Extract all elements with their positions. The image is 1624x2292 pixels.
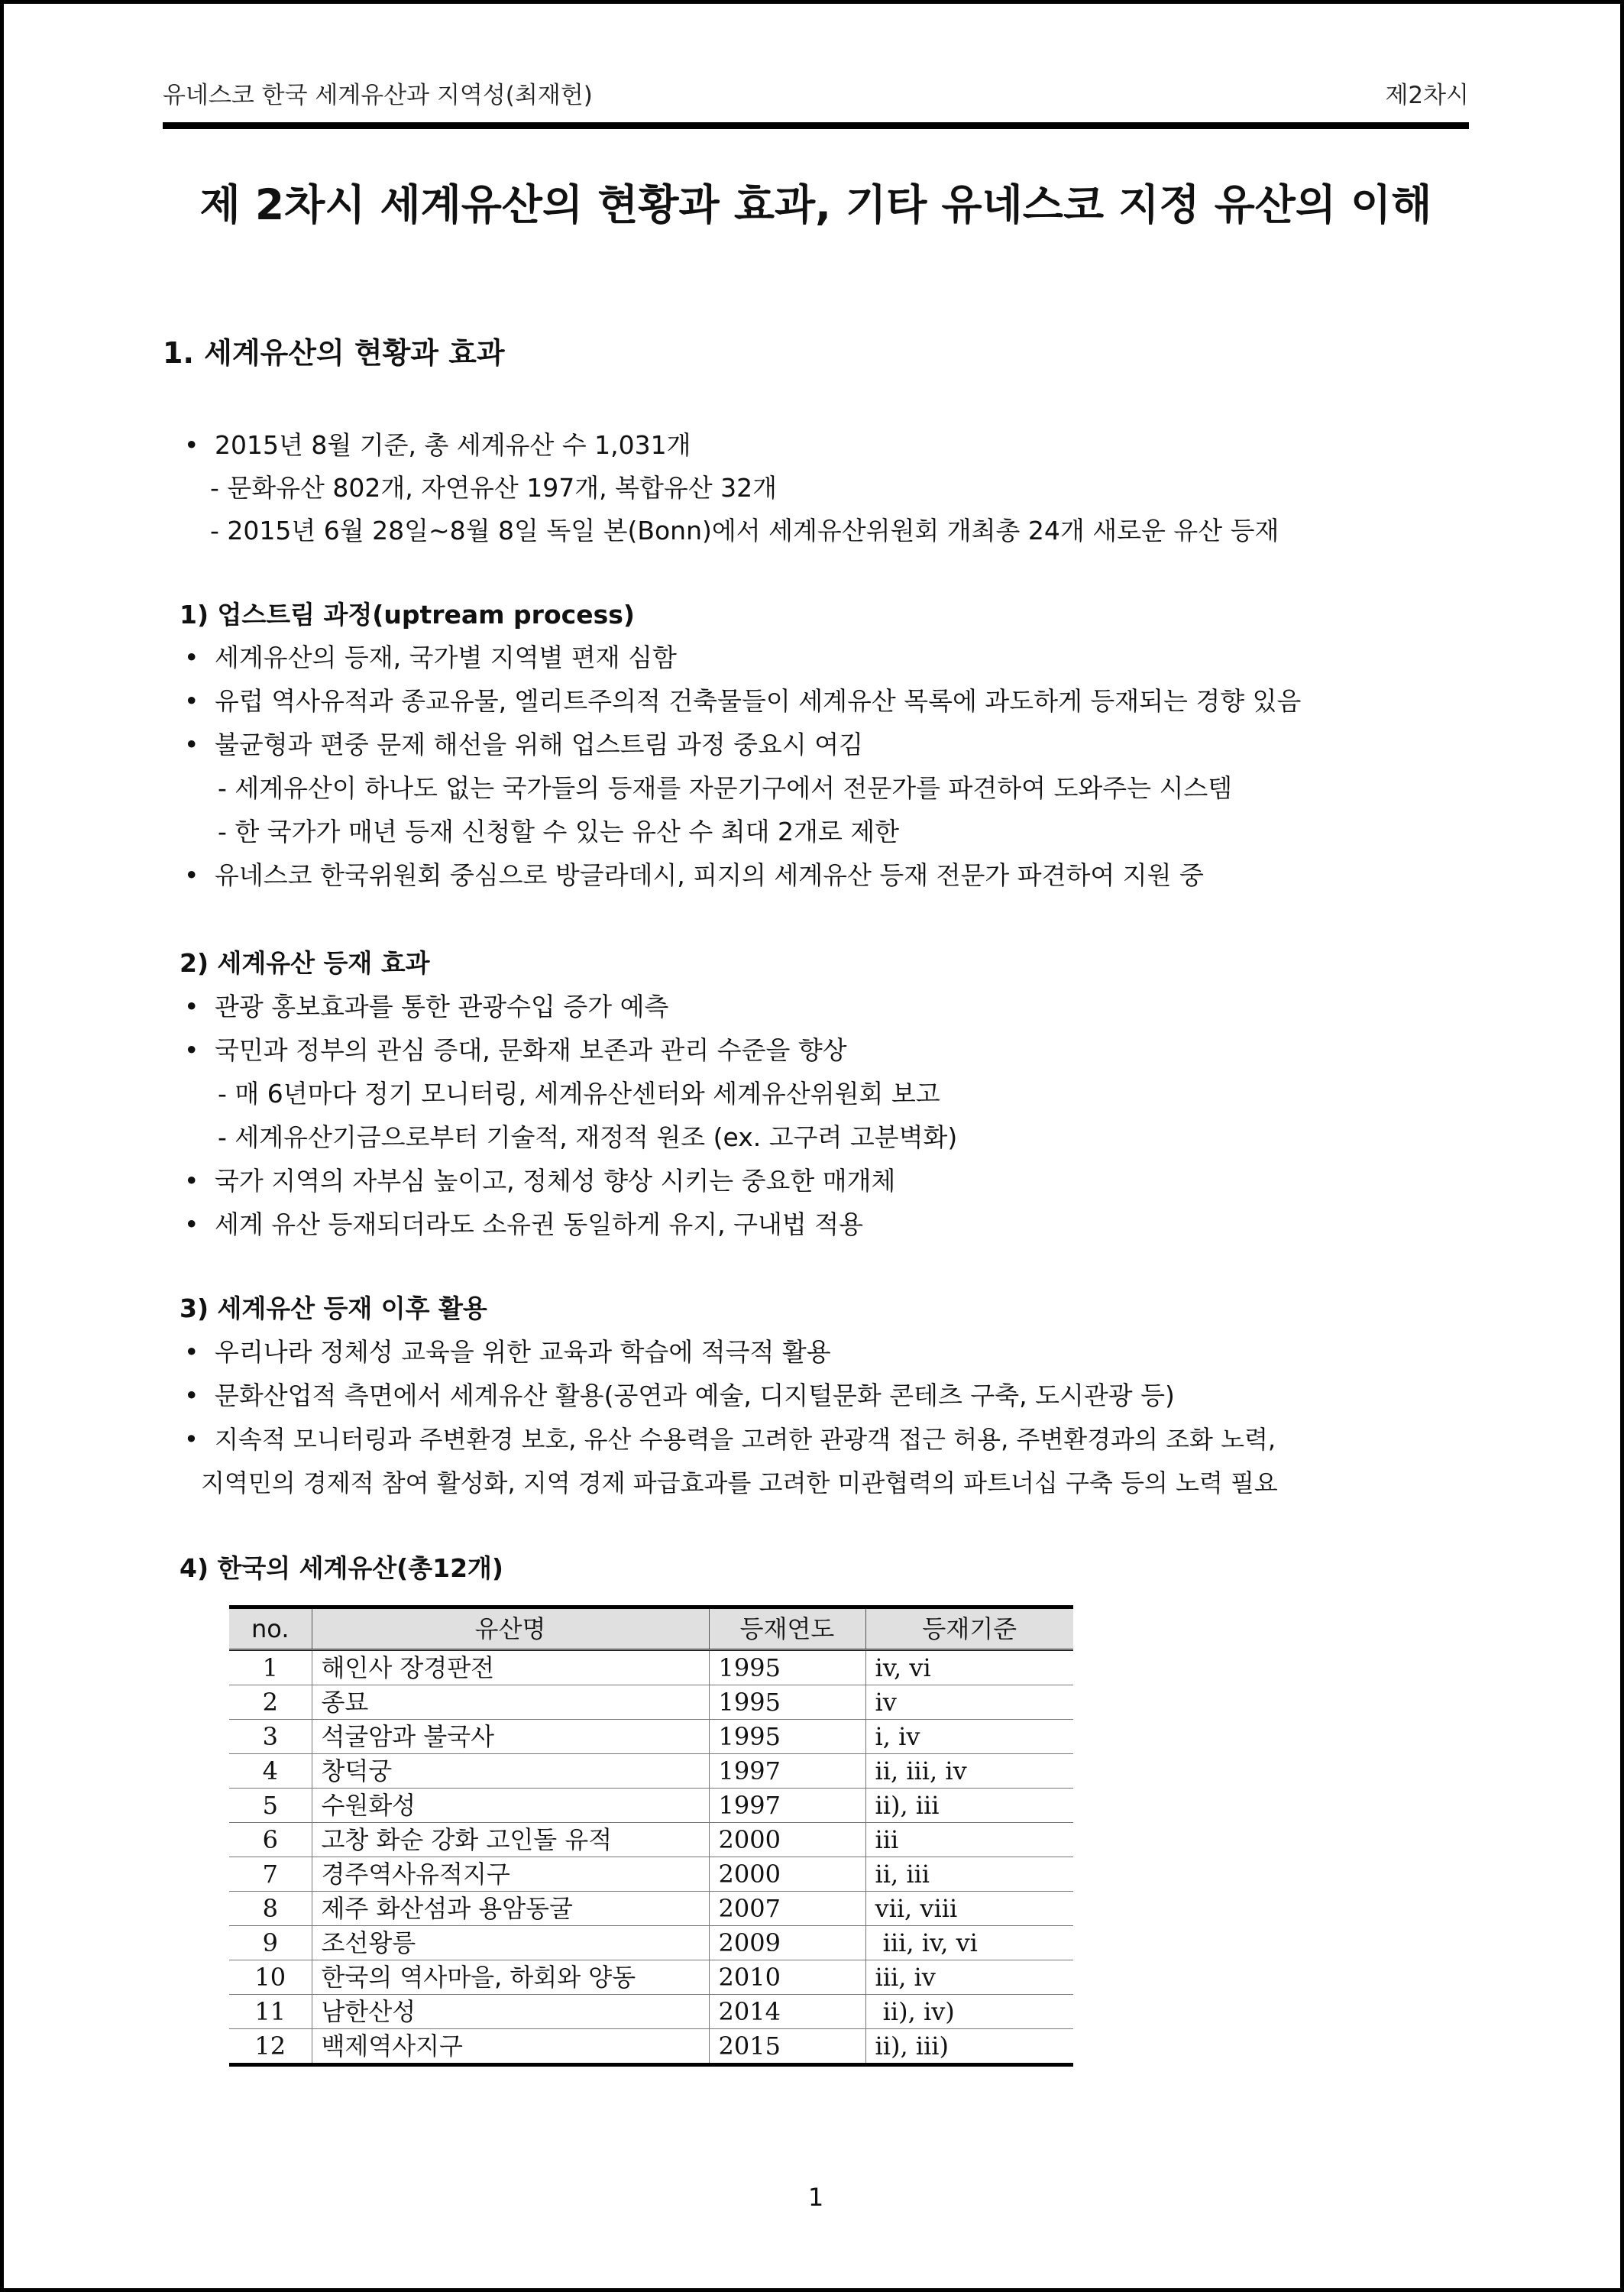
dash-item: - 매 6년마다 정기 모니터링, 세계유산센터와 세계유산위원회 보고 [218, 1079, 940, 1109]
table-cell-no: 3 [229, 1720, 312, 1754]
bullet-text: 지속적 모니터링과 주변환경 보호, 유산 수용력을 고려한 관광객 접근 허용, 주변환경과의 조화 노력, [215, 1425, 1276, 1454]
bullet-text: 국민과 정부의 관심 증대, 문화재 보존과 관리 수준을 향상 [215, 1035, 847, 1065]
table-cell-criteria: ii, iii [865, 1857, 1073, 1892]
bullet-icon: • [184, 1425, 199, 1454]
bullet-item [184, 728, 863, 762]
table-row [229, 1720, 1073, 1754]
bullet-text: 국가 지역의 자부심 높이고, 정체성 향상 시키는 중요한 매개체 [215, 1166, 896, 1196]
table-row [229, 2029, 1073, 2065]
table-cell-name: 조선왕릉 [312, 1926, 709, 1960]
subsection-heading: 1) 업스트림 과정(uptream process) [180, 600, 635, 630]
table-cell-name: 제주 화산섬과 용암동굴 [312, 1892, 709, 1926]
table-cell-criteria: iii [865, 1823, 1073, 1857]
table-cell-name: 경주역사유적지구 [312, 1857, 709, 1892]
bullet-icon: • [184, 1209, 199, 1239]
bullet-text: 2015년 8월 기준, 총 세계유산 수 1,031개 [215, 430, 691, 460]
table-cell-criteria: vii, viii [865, 1892, 1073, 1926]
table-row [229, 1685, 1073, 1720]
bullet-item [184, 1423, 1276, 1456]
bullet-icon: • [184, 730, 199, 759]
bullet-item [184, 1164, 895, 1198]
dash-item: - 한 국가가 매년 등재 신청할 수 있는 유산 수 최대 2개로 제한 [218, 817, 899, 847]
dash-item: - 세계유산이 하나도 없는 국가들의 등재를 자문기구에서 전문가를 파견하여 도와주는 시스템 [218, 773, 1233, 803]
table-row [229, 1995, 1073, 2029]
bullet-icon: • [184, 1166, 199, 1196]
table-cell-criteria: iv [865, 1685, 1073, 1720]
bullet-text: 불균형과 편중 문제 해선을 위해 업스트림 과정 중요시 여김 [215, 730, 863, 759]
page-title: 제 2차시 세계유산의 현황과 효과, 기타 유네스코 지정 유산의 이해 [199, 180, 1432, 229]
table-cell-name: 백제역사지구 [312, 2029, 709, 2065]
column-header-criteria: 등재기준 [865, 1607, 1073, 1650]
bullet-text: 문화산업적 측면에서 세계유산 활용(공연과 예술, 디지털문화 콘테츠 구축, 도시관광 등) [215, 1381, 1175, 1410]
table-row [229, 1823, 1073, 1857]
bullet-icon: • [184, 1035, 199, 1065]
page-header [163, 80, 1469, 111]
column-header-no: no. [229, 1607, 312, 1650]
heritage-table [229, 1605, 1073, 2067]
bullet-text: 관광 홍보효과를 통한 관광수입 증가 예측 [215, 992, 669, 1021]
table-row [229, 1857, 1073, 1892]
page-number: 1 [807, 2183, 824, 2212]
header-course-title: 유네스코 한국 세계유산과 지역성(최재헌) [163, 82, 593, 109]
table-cell-criteria: i, iv [865, 1720, 1073, 1754]
table-cell-criteria: ii), iii [865, 1789, 1073, 1823]
table-cell-year: 2007 [709, 1892, 865, 1926]
table-row [229, 1892, 1073, 1926]
table-cell-year: 2000 [709, 1823, 865, 1857]
bullet-text: 세계 유산 등재되더라도 소유권 동일하게 유지, 구내법 적용 [215, 1209, 863, 1239]
table-cell-year: 2009 [709, 1926, 865, 1960]
table-cell-year: 1997 [709, 1754, 865, 1789]
table-cell-year: 1995 [709, 1685, 865, 1720]
bullet-item [184, 990, 668, 1024]
table-cell-no: 10 [229, 1960, 312, 1995]
table-header-row [229, 1607, 1073, 1650]
bullet-icon: • [184, 430, 199, 460]
section-heading: 1. 세계유산의 현황과 효과 [163, 336, 505, 370]
column-header-year: 등재연도 [709, 1607, 865, 1650]
table-cell-no: 11 [229, 1995, 312, 2029]
table-cell-no: 5 [229, 1789, 312, 1823]
table-cell-no: 9 [229, 1926, 312, 1960]
table-row [229, 1650, 1073, 1685]
table-cell-criteria: ii), iv) [865, 1995, 1073, 2029]
bullet-item [184, 1379, 1175, 1413]
table-cell-no: 12 [229, 2029, 312, 2065]
table-row [229, 1960, 1073, 1995]
table-cell-name: 한국의 역사마을, 하회와 양동 [312, 1960, 709, 1995]
subsection-heading: 2) 세계유산 등재 효과 [180, 948, 430, 978]
table-cell-name: 종묘 [312, 1685, 709, 1720]
dash-item: - 세계유산기금으로부터 기술적, 재정적 원조 (ex. 고구려 고분벽화) [218, 1122, 958, 1152]
table-cell-name: 수원화성 [312, 1789, 709, 1823]
column-header-name: 유산명 [312, 1607, 709, 1650]
dash-item: - 문화유산 802개, 자연유산 197개, 복합유산 32개 [210, 473, 777, 503]
bullet-icon: • [184, 860, 199, 890]
table-cell-year: 1995 [709, 1650, 865, 1685]
table-cell-criteria: iii, iv, vi [865, 1926, 1073, 1960]
table-cell-name: 고창 화순 강화 고인돌 유적 [312, 1823, 709, 1857]
table-cell-no: 6 [229, 1823, 312, 1857]
table-cell-name: 해인사 장경판전 [312, 1650, 709, 1685]
bullet-item [184, 1208, 863, 1242]
table-cell-name: 남한산성 [312, 1995, 709, 2029]
table-cell-criteria: iv, vi [865, 1650, 1073, 1685]
table-cell-name: 석굴암과 불국사 [312, 1720, 709, 1754]
bullet-text: 세계유산의 등재, 국가별 지역별 편재 심함 [215, 643, 677, 672]
dash-item: - 2015년 6월 28일~8월 8일 독일 본(Bonn)에서 세계유산위원회 개최총 24개 새로운 유산 등재 [210, 516, 1279, 545]
bullet-text: 우리나라 정체성 교육을 위한 교육과 학습에 적극적 활용 [215, 1337, 831, 1367]
bullet-text: 유럽 역사유적과 종교유물, 엘리트주의적 건축물들이 세계유산 목록에 과도하게 등재되는 경향 있음 [215, 686, 1302, 716]
table-cell-no: 4 [229, 1754, 312, 1789]
table-cell-name: 창덕궁 [312, 1754, 709, 1789]
header-session-label: 제2차시 [1385, 82, 1469, 109]
table-cell-year: 2000 [709, 1857, 865, 1892]
bullet-item [184, 685, 1301, 718]
subsection-heading: 4) 한국의 세계유산(총12개) [180, 1553, 504, 1583]
bullet-icon: • [184, 992, 199, 1021]
table-cell-criteria: ii), iii) [865, 2029, 1073, 2065]
subsection-heading: 3) 세계유산 등재 이후 활용 [180, 1293, 487, 1323]
bullet-icon: • [184, 1337, 199, 1367]
bullet-item [184, 641, 677, 675]
table-cell-no: 8 [229, 1892, 312, 1926]
bullet-text: 유네스코 한국위원회 중심으로 방글라데시, 피지의 세계유산 등재 전문가 파견하여 지원 중 [215, 860, 1204, 890]
table-cell-no: 1 [229, 1650, 312, 1685]
bullet-item [184, 1335, 831, 1369]
bullet-continuation: 지역민의 경제적 참여 활성화, 지역 경제 파급효과를 고려한 미관협력의 파트너십 구축 등의 노력 필요 [201, 1468, 1278, 1497]
table-cell-criteria: ii, iii, iv [865, 1754, 1073, 1789]
bullet-item [184, 859, 1204, 892]
bullet-item [184, 429, 691, 462]
table-row [229, 1754, 1073, 1789]
table-row [229, 1926, 1073, 1960]
bullet-icon: • [184, 1381, 199, 1410]
table-cell-no: 2 [229, 1685, 312, 1720]
table-cell-year: 1995 [709, 1720, 865, 1754]
bullet-icon: • [184, 686, 199, 716]
bullet-icon: • [184, 643, 199, 672]
table-cell-year: 2014 [709, 1995, 865, 2029]
table-cell-year: 2015 [709, 2029, 865, 2065]
bullet-item [184, 1034, 847, 1067]
table-cell-year: 1997 [709, 1789, 865, 1823]
header-rule [163, 122, 1469, 129]
table-cell-no: 7 [229, 1857, 312, 1892]
table-row [229, 1789, 1073, 1823]
table-cell-year: 2010 [709, 1960, 865, 1995]
table-cell-criteria: iii, iv [865, 1960, 1073, 1995]
